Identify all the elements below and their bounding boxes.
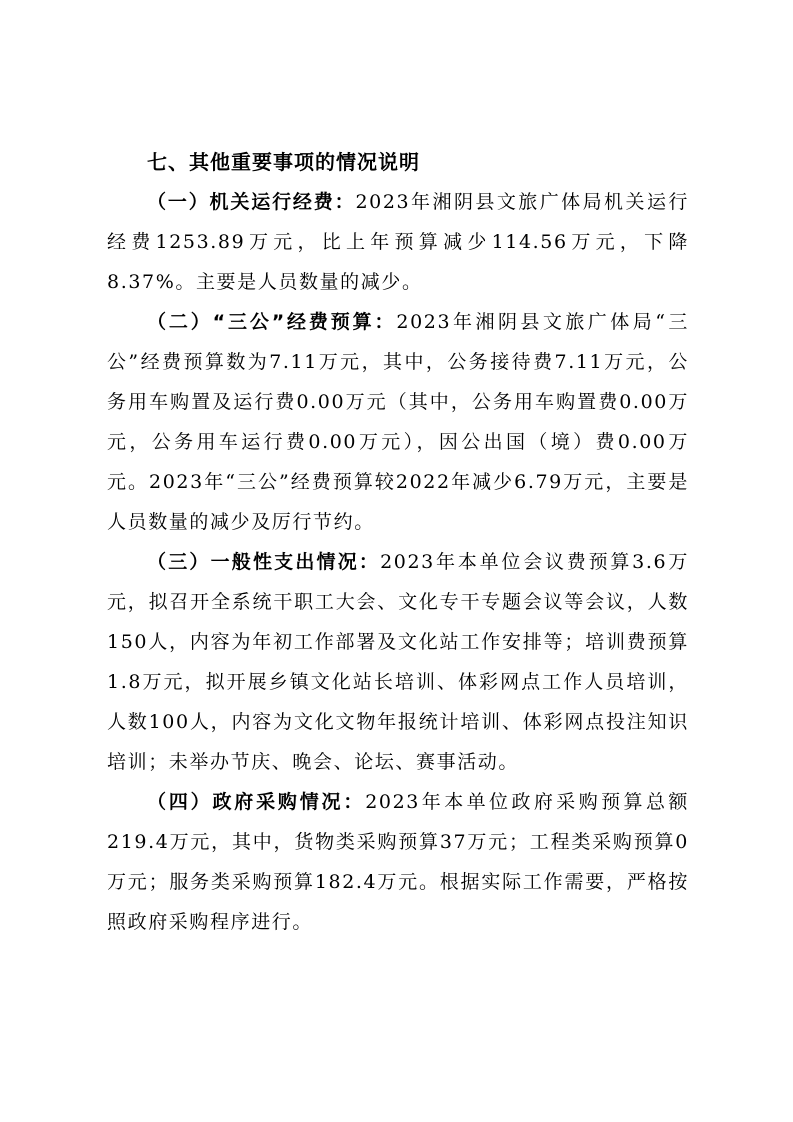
paragraph-text: 2023年本单位会议费预算3.6万元，拟召开全系统干职工大会、文化专干专题会议等会议，人数150人，内容为年初工作部署及文化站工作安排等；培训费预算1.8万元，拟开展乡镇文化站长培训、体彩网点工作人员培训，人数100人，内容为文化文物年报统计培训、体彩网点投注知识培训；未举办节庆、晚会、论坛、赛事活动。 (107, 551, 689, 773)
section-heading: 七、其他重要事项的情况说明 (147, 150, 420, 174)
paragraph-government-procurement (107, 782, 689, 942)
paragraph-text: 2023年湘阴县文旅广体局“三公”经费预算数为7.11万元，其中，公务接待费7.11万元，公务用车购置及运行费0.00万元（其中，公务用车购置费0.00万元，公务用车运行费0.00万元），因公出国（境）费0.00万元。2023年“三公”经费预算较2022年减少6.79万元，主要是人员数量的减少及厉行节约。 (107, 311, 689, 533)
paragraph-text: 2023年湘阴县文旅广体局机关运行经费1253.89万元，比上年预算减少114.56万元，下降8.37%。主要是人员数量的减少。 (107, 191, 689, 293)
paragraph-text: 2023年本单位政府采购预算总额219.4万元，其中，货物类采购预算37万元；工程类采购预算0万元；服务类采购预算182.4万元。根据实际工作需要，严格按照政府采购程序进行。 (107, 791, 689, 933)
paragraph-lead: （二）“三公”经费预算： (147, 311, 397, 333)
paragraph-three-public-expenses (107, 302, 689, 542)
paragraph-lead: （三）一般性支出情况： (147, 551, 381, 573)
paragraph-general-expenditure (107, 542, 689, 782)
paragraph-lead: （一）机关运行经费： (147, 191, 356, 213)
document-body (107, 142, 689, 942)
paragraph-operating-expenses (107, 182, 689, 302)
paragraph-lead: （四）政府采购情况： (147, 791, 366, 813)
